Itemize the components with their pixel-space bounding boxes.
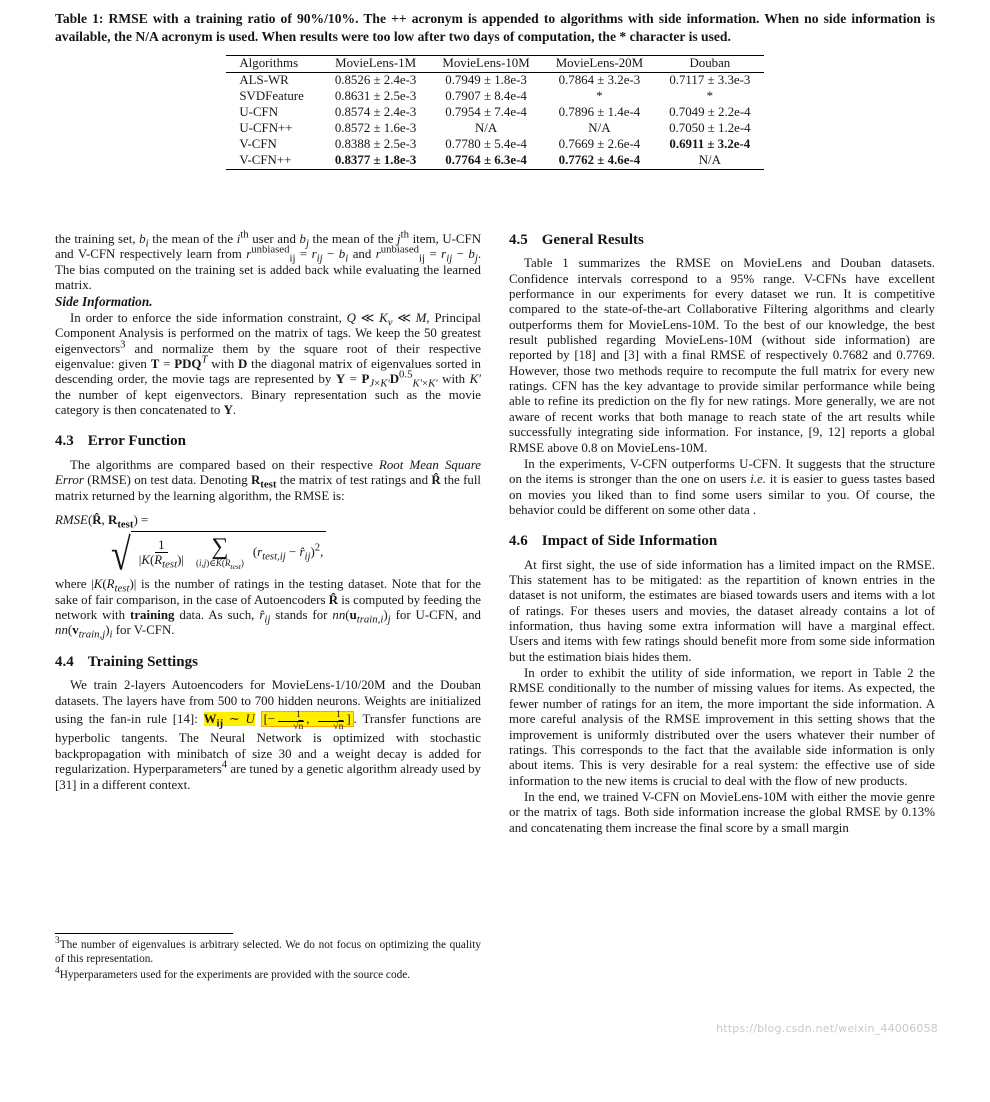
rmse-value: N/A [588, 121, 611, 136]
paragraph: In the experiments, V-CFN outperforms U-CFN. It suggests that the structure on the items is stronger than the one on users i.e. it is easier to guess tastes based on movies you liked than to find some users similar to you. Of course, the behavior could be different on some other data . [509, 456, 935, 517]
footnote-3: $^3$The number of eigenvalues is arbitrary selected. We do not focus on optimizing the quality of this representation. [55, 936, 481, 965]
rmse-value: 0.7780 ± 5.4e-4 [445, 137, 527, 152]
sqrt-symbol: √ [111, 529, 131, 580]
section-title: General Results [541, 231, 644, 248]
section-title: Impact of Side Information [541, 533, 718, 550]
column-header: MovieLens-10M [442, 56, 530, 71]
rmse-value: 0.8388 ± 2.5e-3 [334, 137, 417, 152]
rmse-value: 0.7764 ± 6.3e-4 [445, 153, 527, 168]
side-information-paragraph: In order to enforce the side information constraint, Q ≪ $K_v$ ≪ M, Principal Component Analysis is performed on the matrix of tags. We keep the 50 greatest eigenvectors$^3$ and normalize them by the square root of their respective eigenvalue: given $T = PDQ^T$ with D the diagonal matrix of eigenvalues sorted in descending order, the movie tags are represented by $Y = P_{J\times K'}D^{0.5}_{K'\times K'}$ with K′ the number of kept eigenvectors. Binary representation such as the movie category is then concatenated to Y. [55, 311, 481, 418]
fraction-numerator: 1 [155, 538, 167, 553]
right-column [509, 232, 935, 836]
rmse-value: 0.7864 ± 3.2e-3 [558, 73, 641, 88]
rmse-value: 0.7907 ± 8.4e-4 [445, 89, 527, 104]
paragraph: Table 1 summarizes the RMSE on MovieLens and Douban datasets. Confidence intervals correspond to a 95% range. V-CFNs have excellent performance in our experiments for every dataset we run. It is competitive compared to the state-of-the-art Collaborative Filtering algorithms and clearly outperforms them for MovieLens-10M. To the best of our knowledge, the best result published regarding MovieLens-10M (without side information) are reported by [18] and [3] with a final RMSE of respectively 0.7682 and 0.7769. However, those two methods require to recompute the full matrix for every new ratings. CFN has the key advantage to provide similar performance while being able to refine its prediction on the fly for new ratings. More generally, we are not aware of recent works that both manage to reach state of the art results while successfully integrating side information. For instance, [9, 12] reports a global RMSE above 0.8 on MovieLens-10M. [509, 256, 935, 455]
algorithm-name: SVDFeature [239, 89, 304, 104]
section-heading-46 [509, 533, 935, 550]
column-header: MovieLens-1M [335, 56, 417, 71]
rmse-value: 0.7896 ± 1.4e-4 [558, 105, 641, 120]
paragraph: The algorithms are compared based on their respective Root Mean Square Error (RMSE) on test data. Denoting $R_{test}$ the matrix of test ratings and R̂ the full matrix returned by the learning algorithm, the RMSE is: [55, 457, 481, 503]
paragraph-continuation: the training set, $b_i$ the mean of the $i^{th}$ user and $b_j$ the mean of the $j^{th}$ item, U-CFN and V-CFN respectively learn from $r^{unbiased}_{ij} = r_{ij} - b_i$ and $r^{unbiased}_{ij} = r_{ij} - b_j$. The bias computed on the training set is added back while evaluating the learned matrix. [55, 228, 482, 292]
section-number: 4.3 [55, 433, 74, 450]
rmse-value: 0.7949 ± 1.8e-3 [445, 73, 527, 88]
paragraph-with-highlight: We train 2-layers Autoencoders for MovieLens-1/10/20M and the Douban datasets. The layers have from 500 to 700 hidden neurons. Weights are initialized using the fan-in rule [14]: $W_{ij}$ ∼ U [− $\frac{1}{√n}$ , $\frac{1}{√n}$ ] . Transfer functions are hyperbolic tangents. The Neural Network is optimized with stochastic backpropagation with minibatch of size 30 and a weight decay is added for regularization. Hyperparameters$^4$ are tuned by a genetic algorithm already used by [31] in a different context. [55, 678, 482, 792]
rmse-value: 0.8377 ± 1.8e-3 [334, 153, 417, 168]
sum-symbol: ∑ [211, 534, 229, 561]
paragraph: At first sight, the use of side information has a limited impact on the RMSE. This statement has to be mitigated: as the repartition of known entries in the dataset is not uniform, the estimates are biased towards users and items with a lot of ratings. For theses users and movies, the dataset already contains a lot of information, thus having some extra information will have a marginal effect. Users and items with few ratings should benefit more from some side information but the estimation biais hides them. [509, 557, 935, 664]
rmse-equation [55, 513, 481, 580]
rmse-value: * [706, 89, 714, 104]
paragraph: In the end, we trained V-CFN on MovieLens-10M with either the movie genre or the matrix of tags. Both side information increase the global RMSE by 0.13% and concatenating them increase the final score by a small margin [509, 789, 935, 835]
sum-subscript: $(i,j)\in K(R_{test})$ [195, 557, 244, 571]
rmse-value: 0.6911 ± 3.2e-4 [669, 137, 751, 152]
column-header: Algorithms [239, 56, 299, 71]
section-title: Error Function [87, 433, 186, 450]
footnote-rule [55, 933, 233, 934]
algorithm-name: U-CFN++ [239, 121, 293, 136]
rmse-value: 0.7762 ± 4.6e-4 [558, 153, 641, 168]
table-header-row [226, 55, 763, 72]
section-heading-44 [55, 654, 481, 671]
page-content [55, 10, 935, 836]
table-caption: Table 1: RMSE with a training ratio of 90%/10%. The ++ acronym is appended to algorithms with side information. When no side information is available, the N/A acronym is used. When results were too low after two days of computation, the * character is used. [55, 11, 935, 44]
footnotes [55, 933, 481, 984]
equation-lhs: RMSE(R̂, $R_{test}$) = [55, 513, 149, 531]
table-row [226, 72, 763, 89]
table-row [226, 137, 763, 153]
rmse-value: 0.7050 ± 1.2e-4 [669, 121, 751, 136]
algorithm-name: U-CFN [239, 105, 279, 120]
column-header: MovieLens-20M [555, 56, 644, 71]
section-number: 4.6 [509, 533, 528, 550]
algorithm-name: V-CFN++ [239, 153, 292, 168]
section-number: 4.5 [509, 231, 528, 248]
section-number: 4.4 [55, 653, 74, 670]
rmse-value: 0.8574 ± 2.4e-3 [334, 105, 417, 120]
table-row [226, 153, 763, 170]
csdn-watermark: https://blog.csdn.net/weixin_44006058 [716, 1022, 938, 1035]
table-row [226, 105, 763, 121]
section-heading-43 [55, 433, 481, 450]
two-column-body [55, 228, 935, 836]
paragraph: where $|K(R_{test})|$ is the number of ratings in the testing dataset. Note that for the sake of fair comparison, in the case of Autoencoders R̂ is computed by feeding the network with training data. As such, $r̂_{ij}$ stands for $nn(u_{train,i})_j$ for U-CFN, and $nn(v_{train,j})_i$ for V-CFN. [55, 577, 481, 642]
equation-fraction [136, 537, 187, 571]
algorithm-name: V-CFN [239, 137, 277, 152]
results-table [226, 55, 763, 170]
paragraph: In order to exhibit the utility of side information, we report in Table 2 the RMSE conditionally to the number of missing values for items. As expected, the fewer number of ratings for an item, the more important the side information. A more careful analysis of the RMSE improvement in this setting shows that the improvement is uniformly distributed over the users whatever their number of ratings. This corresponds to the fact that the available side information is only about items. This is very desirable for a real system: the effective use of side information to the new items is crucial to deal with the flow of new products. [509, 666, 935, 788]
left-column [55, 228, 482, 836]
section-heading-45 [509, 232, 935, 249]
rmse-value: 0.8526 ± 2.4e-3 [334, 73, 417, 88]
fraction-denominator: $|K(R_{test})|$ [138, 553, 184, 571]
rmse-value: 0.7954 ± 7.4e-4 [445, 105, 527, 120]
rmse-value: 0.7117 ± 3.3e-3 [669, 73, 751, 88]
rmse-value: N/A [474, 121, 498, 136]
rmse-value: 0.7669 ± 2.6e-4 [558, 137, 641, 152]
side-information-heading: Side Information. [55, 294, 153, 310]
rmse-value: N/A [698, 153, 721, 168]
rmse-value: * [596, 89, 603, 104]
column-header: Douban [689, 56, 731, 71]
algorithm-name: ALS-WR [239, 73, 289, 88]
table-body [226, 72, 763, 169]
equation-rhs [111, 529, 481, 580]
table-row [226, 121, 763, 137]
equation-expression: ($r_{test,ij}$ − $r̂_{ij})^2$, [252, 541, 324, 563]
rmse-value: 0.7049 ± 2.2e-4 [669, 105, 751, 120]
footnote-4: $^4$Hyperparameters used for the experiments are provided with the source code. [55, 965, 411, 981]
rmse-value: 0.8631 ± 2.5e-3 [334, 89, 417, 104]
section-title: Training Settings [87, 653, 198, 670]
rmse-value: 0.8572 ± 1.6e-3 [334, 121, 417, 136]
sqrt-body [131, 531, 327, 571]
summation [195, 534, 244, 571]
table-row [226, 89, 763, 105]
